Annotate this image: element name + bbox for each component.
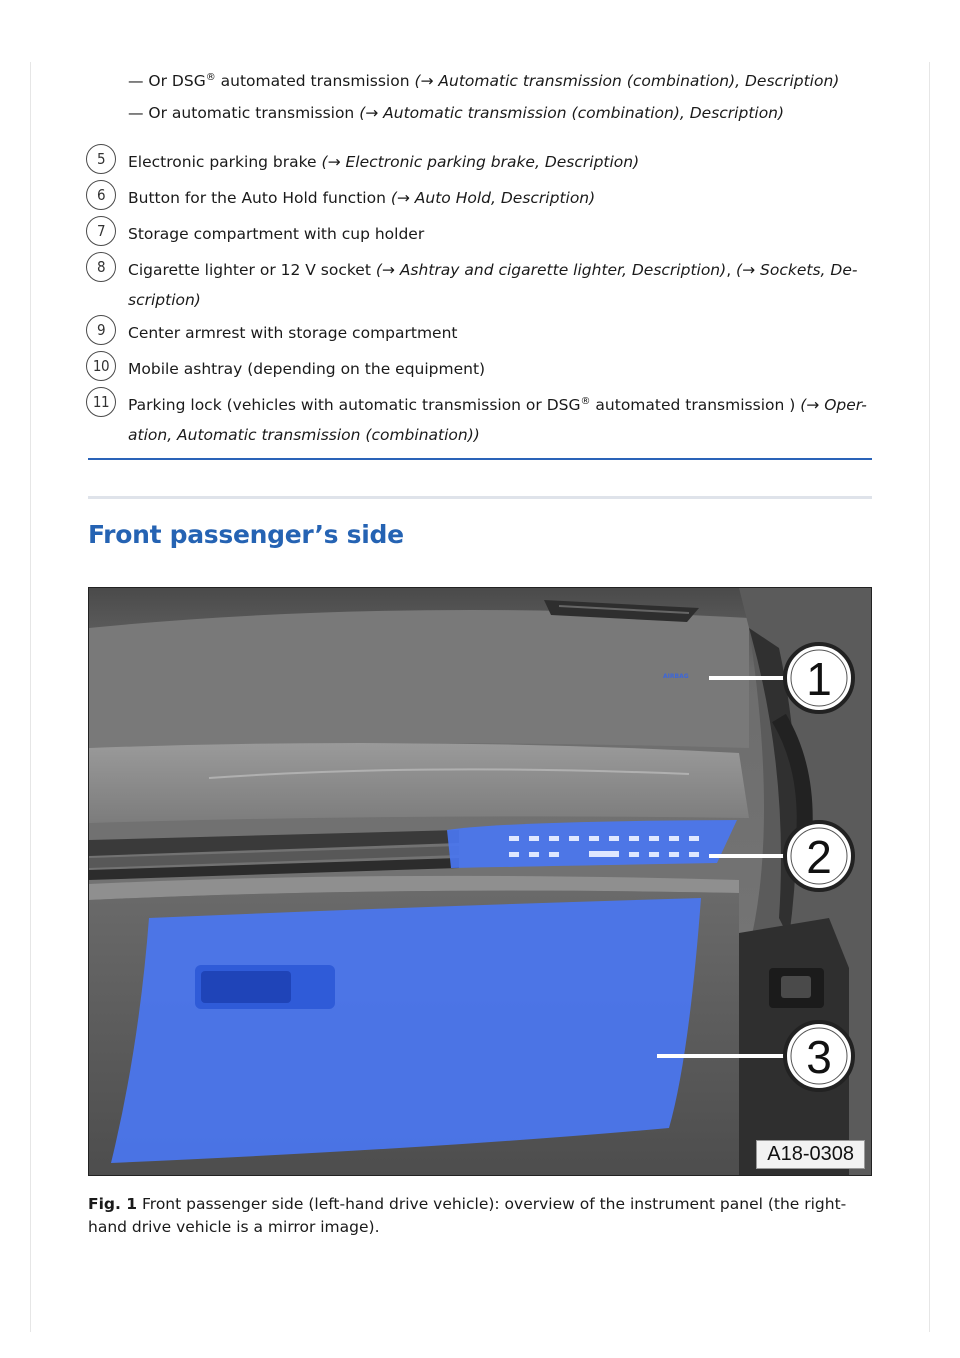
item-label: Cigarette lighter or 12 V socket: [128, 261, 376, 279]
page-margin-right: [929, 62, 930, 1332]
vent-highlight: [447, 820, 737, 868]
section-divider: [88, 458, 872, 460]
callout-number: 3: [806, 1031, 832, 1083]
item-text: [128, 390, 873, 450]
cross-reference-link[interactable]: [376, 261, 726, 279]
registered-mark: ®: [580, 395, 591, 407]
callout-2: [785, 822, 853, 890]
sub-item-automatic: [128, 102, 784, 124]
cross-reference-text: Automatic transmission (combination), Description): [433, 72, 840, 90]
item-label: automated transmission ): [590, 396, 801, 414]
section-title: Front passenger’s side: [88, 520, 404, 549]
item-separator: ,: [726, 261, 737, 279]
cross-reference-text: scription): [128, 291, 201, 309]
item-label: Mobile ashtray (depending on the equipment): [128, 360, 486, 378]
cross-reference-text: Sockets, De-: [755, 261, 858, 279]
item-text: [128, 354, 873, 384]
item-text: [128, 147, 873, 177]
callout-number: 2: [806, 831, 832, 883]
cross-reference-link[interactable]: [391, 189, 595, 207]
item-number-badge: 5: [86, 144, 116, 174]
item-number-badge: 7: [86, 216, 116, 246]
item-number-badge: 11: [86, 387, 116, 417]
arrow-icon: (→: [414, 72, 434, 90]
sub-item-text: — Or automatic transmission: [128, 104, 360, 122]
cross-reference-text: Automatic transmission (combination), Description): [378, 104, 785, 122]
item-text: [128, 219, 873, 249]
arrow-icon: (→: [375, 261, 395, 279]
cross-reference-text: ation, Automatic transmission (combination)): [128, 426, 480, 444]
callout-3: [785, 1022, 853, 1090]
cross-reference-text: Ashtray and cigarette lighter, Description): [394, 261, 727, 279]
cross-reference-text: Electronic parking brake, Description): [340, 153, 640, 171]
page-margin-left: [30, 62, 31, 1332]
caption-text: Front passenger side (left-hand drive vehicle): overview of the instrument panel (the right-hand drive vehicle is a mirror image).: [88, 1195, 847, 1236]
item-number-badge: 8: [86, 252, 116, 282]
registered-mark: ®: [205, 71, 216, 83]
item-label: Electronic parking brake: [128, 153, 322, 171]
item-label: Storage compartment with cup holder: [128, 225, 425, 243]
item-number-badge: 9: [86, 315, 116, 345]
arrow-icon: (→: [390, 189, 410, 207]
arrow-icon: (→: [736, 261, 756, 279]
cross-reference-link[interactable]: [359, 104, 784, 122]
sub-item-text: — Or DSG: [128, 72, 206, 90]
cross-reference-link[interactable]: [414, 72, 839, 90]
item-text: [128, 255, 873, 315]
item-number-badge: 6: [86, 180, 116, 210]
item-text: [128, 183, 873, 213]
airbag-label: AIRBAG: [663, 673, 689, 680]
cross-reference-text: Oper-: [819, 396, 867, 414]
arrow-icon: (→: [800, 396, 820, 414]
item-label: Center armrest with storage compartment: [128, 324, 458, 342]
figure-label: Fig. 1: [88, 1195, 138, 1213]
glove-box-highlight: [111, 898, 701, 1163]
item-label: Button for the Auto Hold function: [128, 189, 391, 207]
arrow-icon: (→: [321, 153, 341, 171]
cross-reference-text: Auto Hold, Description): [409, 189, 596, 207]
item-label: Parking lock (vehicles with automatic transmission or DSG: [128, 396, 581, 414]
arrow-icon: (→: [359, 104, 379, 122]
section-divider: [88, 496, 872, 499]
sub-item-dsg: [128, 70, 839, 92]
sub-item-text: automated transmission: [215, 72, 415, 90]
instrument-panel-illustration: [89, 588, 871, 1175]
item-text: [128, 318, 873, 348]
cross-reference-link[interactable]: [322, 153, 640, 171]
callout-1: [785, 644, 853, 712]
item-number-badge: 10: [86, 351, 116, 381]
figure-code: A18-0308: [756, 1140, 865, 1169]
callout-number: 1: [806, 653, 832, 705]
figure-instrument-panel: [88, 587, 872, 1176]
figure-caption: [88, 1193, 868, 1239]
